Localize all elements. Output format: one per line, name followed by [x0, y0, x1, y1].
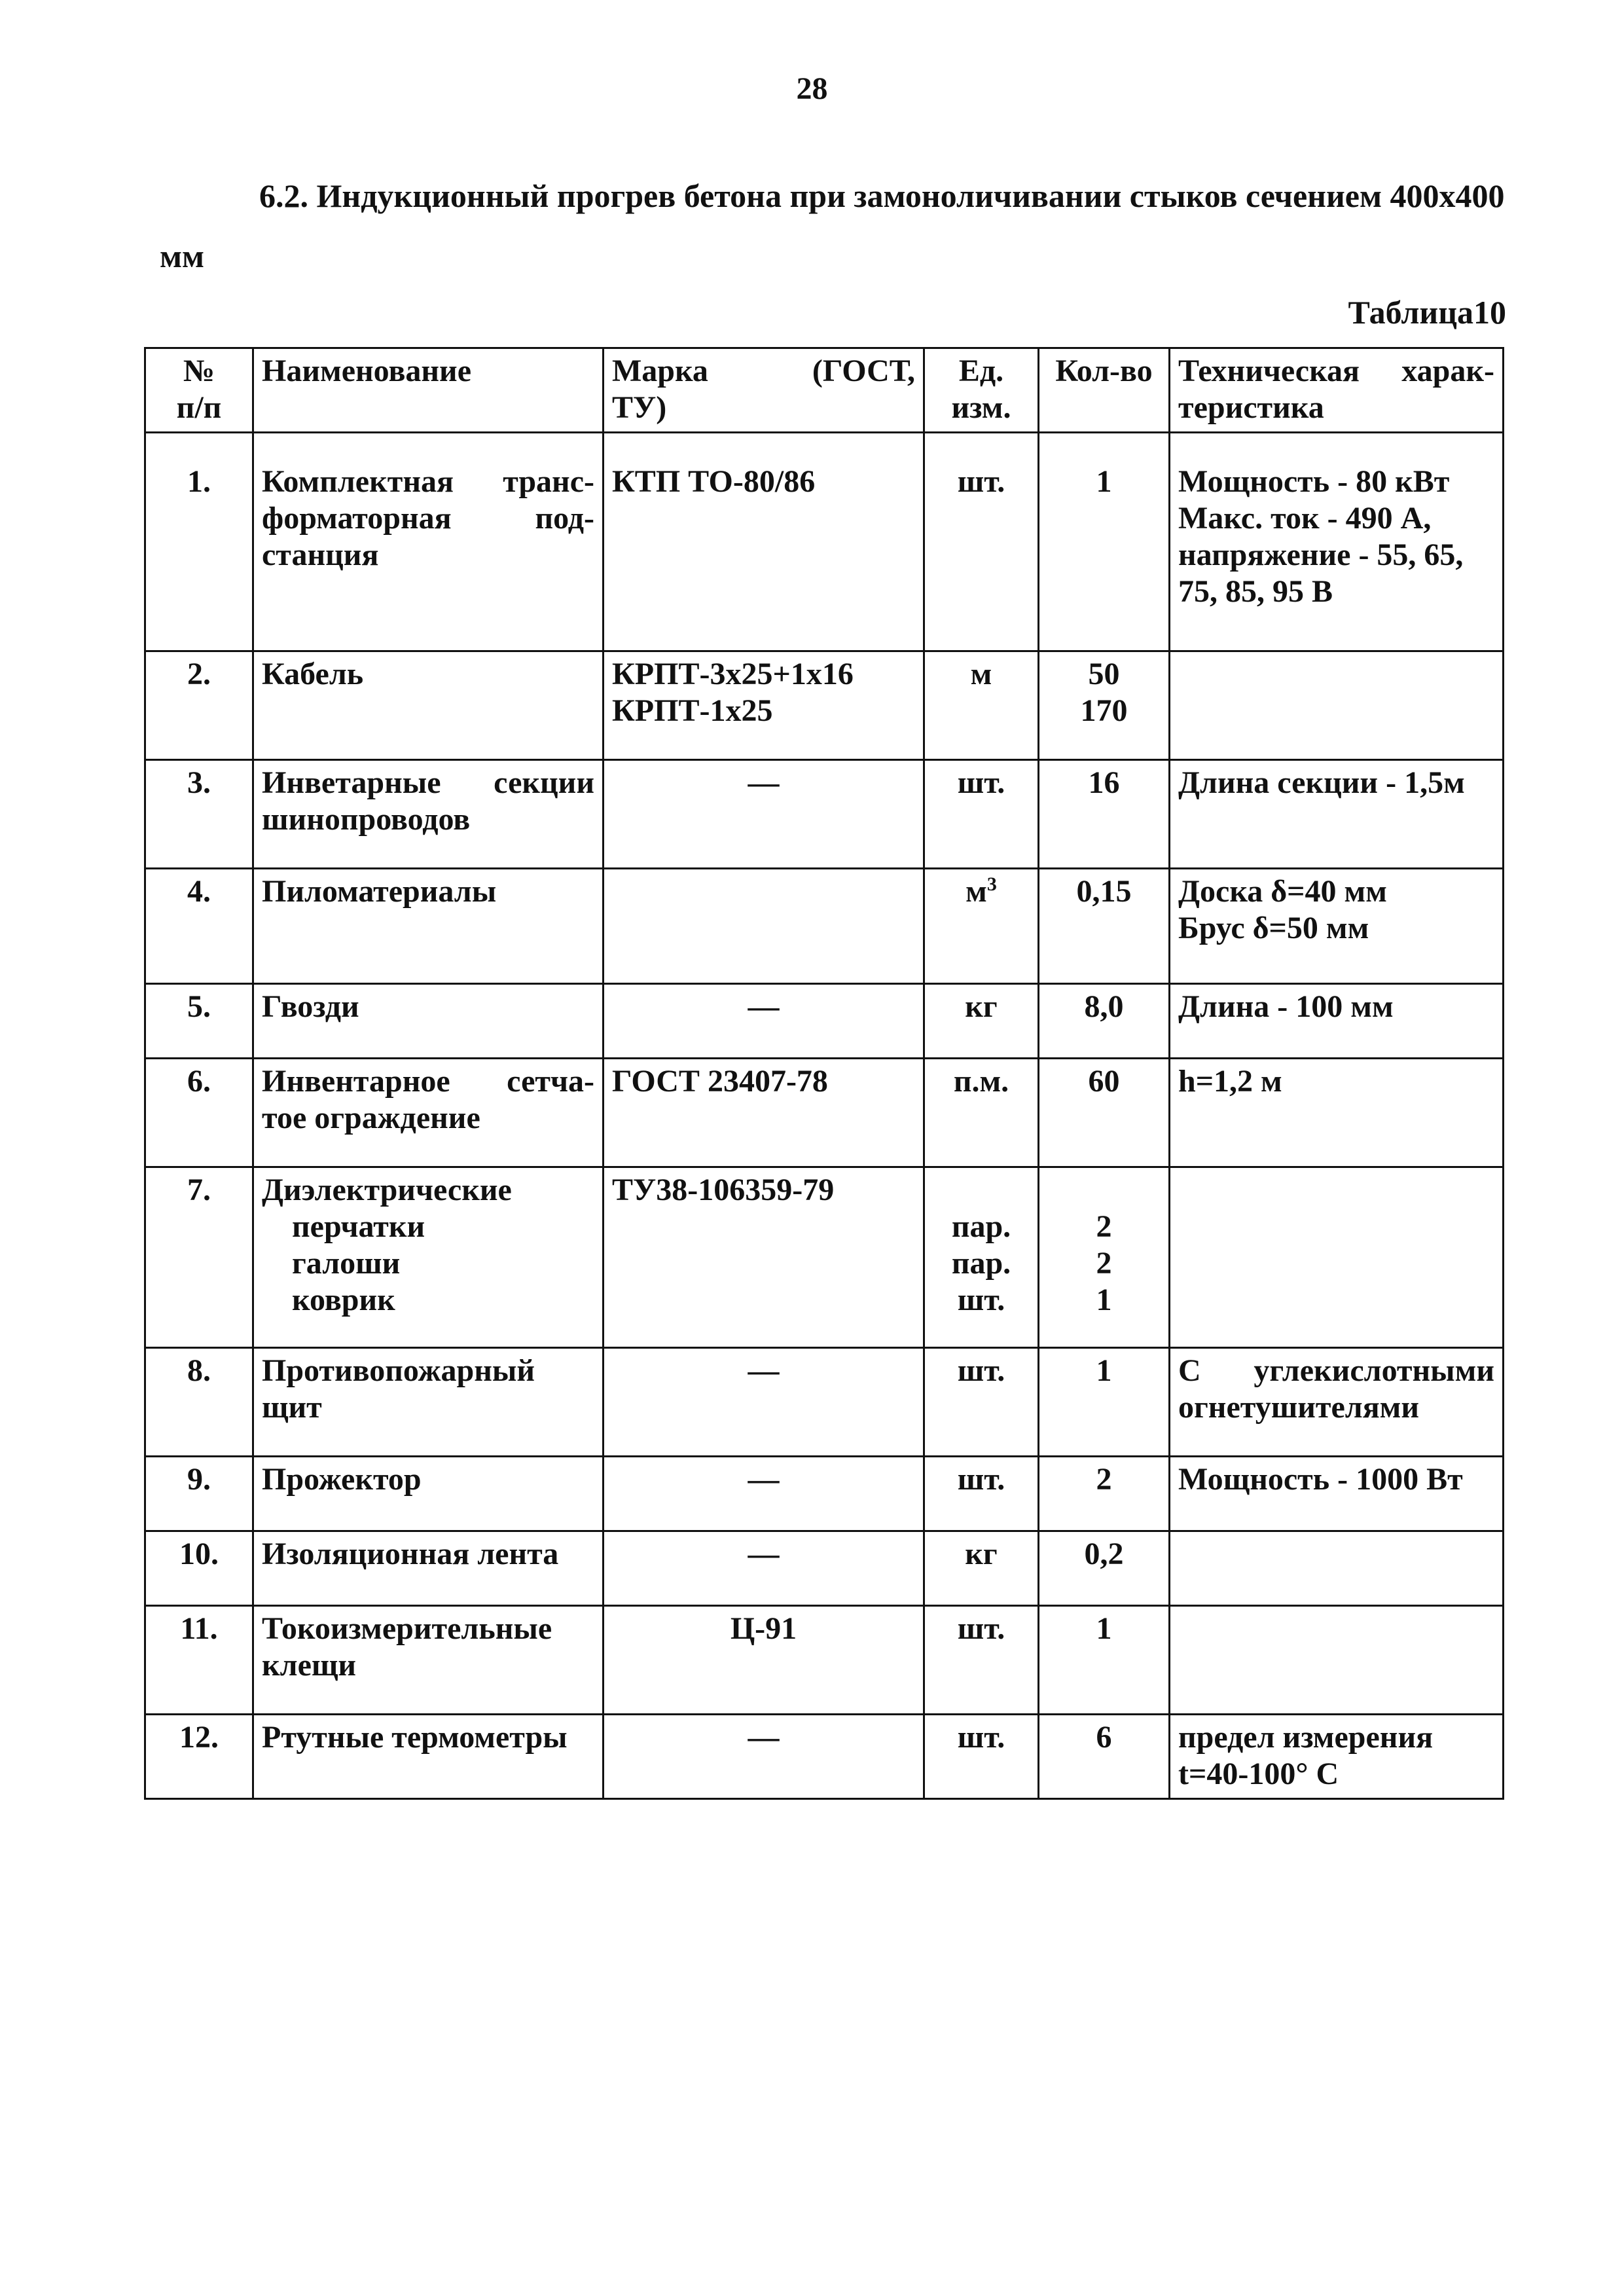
row-quantity: 1: [1039, 433, 1170, 651]
row-unit: шт.: [924, 433, 1039, 651]
table-row: [145, 869, 1504, 984]
row-number: 7.: [145, 1167, 253, 1348]
section-title-continuation: мм: [160, 238, 205, 274]
row-number: 3.: [145, 760, 253, 869]
row-unit: п.м.: [924, 1059, 1039, 1167]
row-number: 10.: [145, 1531, 253, 1606]
row-name: Прожектор: [253, 1457, 604, 1531]
row-name: Гвозди: [253, 984, 604, 1059]
row-mark: —: [604, 760, 924, 869]
row-quantity: 6: [1039, 1715, 1170, 1799]
row-unit: шт.: [924, 1457, 1039, 1531]
row-number: 11.: [145, 1606, 253, 1715]
row-unit: кг: [924, 984, 1039, 1059]
row-technical: [1170, 651, 1504, 760]
row-name: Противопожарный щит: [253, 1348, 604, 1457]
row-number: 1.: [145, 433, 253, 651]
row-name: Кабель: [253, 651, 604, 760]
row-quantity: 16: [1039, 760, 1170, 869]
table-row: [145, 1059, 1504, 1167]
table-row: [145, 433, 1504, 651]
table-row: [145, 1348, 1504, 1457]
row-quantity: 50 170: [1039, 651, 1170, 760]
row-technical: С углекислотными огнетушителями: [1170, 1348, 1504, 1457]
table-row: [145, 760, 1504, 869]
table-header-row: [145, 348, 1504, 433]
row-name: Ртутные термометры: [253, 1715, 604, 1799]
row-technical: Длина - 100 мм: [1170, 984, 1504, 1059]
table-row: [145, 1457, 1504, 1531]
row-mark: —: [604, 984, 924, 1059]
row-mark: Ц-91: [604, 1606, 924, 1715]
row-number: 12.: [145, 1715, 253, 1799]
row-number: 8.: [145, 1348, 253, 1457]
equipment-table: [144, 347, 1504, 1800]
header-number: № п/п: [145, 348, 253, 433]
row-unit: кг: [924, 1531, 1039, 1606]
row-unit: $м^3$: [924, 869, 1039, 984]
row-mark: КТП ТО-80/86: [604, 433, 924, 651]
row-name: Инвентарное сетча- тое ограждение: [253, 1059, 604, 1167]
row-technical: [1170, 1606, 1504, 1715]
row-name: Изоляционная лента: [253, 1531, 604, 1606]
row-mark: —: [604, 1531, 924, 1606]
row-mark: ТУ38-106359-79: [604, 1167, 924, 1348]
table-row: [145, 1715, 1504, 1799]
table-row: [145, 1167, 1504, 1348]
row-unit: шт.: [924, 760, 1039, 869]
row-mark: [604, 869, 924, 984]
row-name: Токоизмерительные клещи: [253, 1606, 604, 1715]
table-row: [145, 1531, 1504, 1606]
row-unit: шт.: [924, 1348, 1039, 1457]
header-quantity: Кол-во: [1039, 348, 1170, 433]
row-technical: [1170, 1167, 1504, 1348]
row-number: 4.: [145, 869, 253, 984]
row-name: Диэлектрические перчатки галоши коврик: [253, 1167, 604, 1348]
row-technical: Доска δ=40 мм Брус δ=50 мм: [1170, 869, 1504, 984]
row-name: Комплектная транс- форматорная под- станция: [253, 433, 604, 651]
row-technical: Длина секции - 1,5м: [1170, 760, 1504, 869]
table-row: [145, 984, 1504, 1059]
row-technical: предел измерения t=40-100° С: [1170, 1715, 1504, 1799]
table-row: [145, 1606, 1504, 1715]
row-quantity: 1: [1039, 1348, 1170, 1457]
row-number: 6.: [145, 1059, 253, 1167]
row-quantity: 0,15: [1039, 869, 1170, 984]
table-label: Таблица10: [1348, 294, 1506, 331]
row-mark: ГОСТ 23407-78: [604, 1059, 924, 1167]
row-name: Инветарные секции шинопроводов: [253, 760, 604, 869]
row-mark: —: [604, 1348, 924, 1457]
row-technical: Мощность - 80 кВт Макс. ток - 490 А, напряжение - 55, 65, 75, 85, 95 В: [1170, 433, 1504, 651]
header-name: Наименование: [253, 348, 604, 433]
section-title: 6.2. Индукционный прогрев бетона при замоноличивании стыков сечением 400х400: [259, 177, 1505, 214]
row-quantity: 2: [1039, 1457, 1170, 1531]
header-technical: Техническая харак- теристика: [1170, 348, 1504, 433]
row-number: 9.: [145, 1457, 253, 1531]
row-mark: —: [604, 1457, 924, 1531]
row-unit: пар. пар. шт.: [924, 1167, 1039, 1348]
row-quantity: 8,0: [1039, 984, 1170, 1059]
row-number: 5.: [145, 984, 253, 1059]
page-number: 28: [796, 71, 828, 106]
row-mark: —: [604, 1715, 924, 1799]
row-number: 2.: [145, 651, 253, 760]
row-technical: [1170, 1531, 1504, 1606]
row-quantity: 2 2 1: [1039, 1167, 1170, 1348]
header-unit: Ед. изм.: [924, 348, 1039, 433]
header-mark: Марка (ГОСТ, ТУ): [604, 348, 924, 433]
row-quantity: 0,2: [1039, 1531, 1170, 1606]
row-name: Пиломатериалы: [253, 869, 604, 984]
row-unit: шт.: [924, 1715, 1039, 1799]
row-technical: h=1,2 м: [1170, 1059, 1504, 1167]
row-quantity: 60: [1039, 1059, 1170, 1167]
row-mark: КРПТ-3х25+1х16 КРПТ-1х25: [604, 651, 924, 760]
row-unit: шт.: [924, 1606, 1039, 1715]
row-unit: м: [924, 651, 1039, 760]
row-quantity: 1: [1039, 1606, 1170, 1715]
row-technical: Мощность - 1000 Вт: [1170, 1457, 1504, 1531]
table-row: [145, 651, 1504, 760]
